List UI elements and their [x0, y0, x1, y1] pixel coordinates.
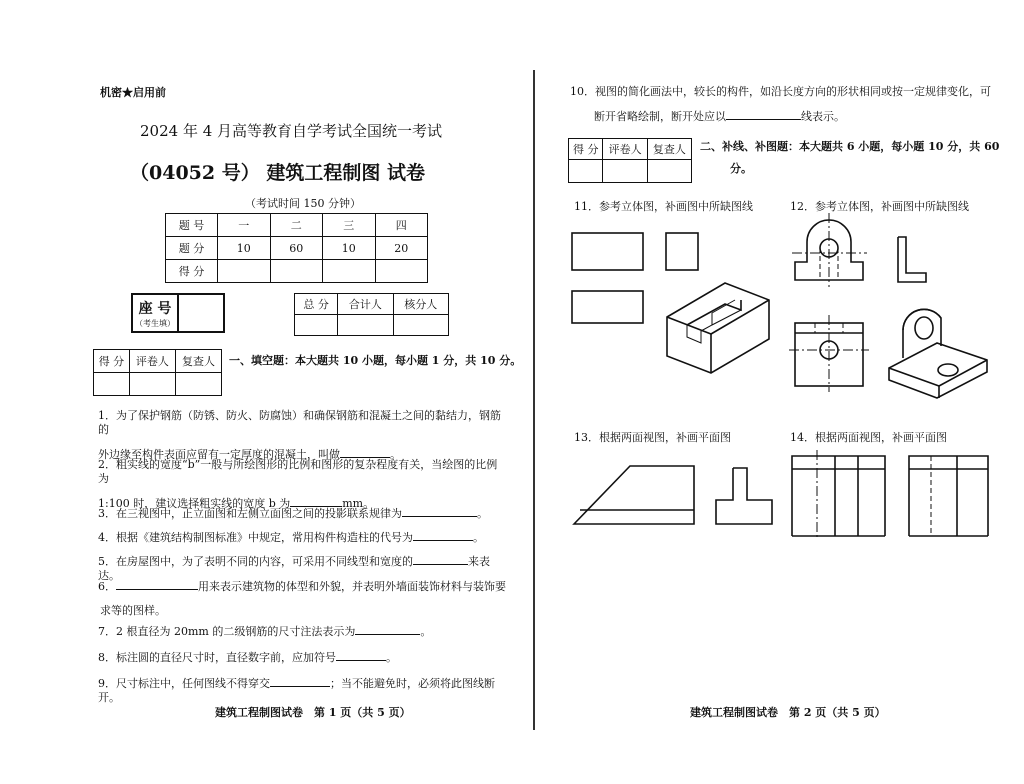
- totals-cell[interactable]: [338, 315, 393, 336]
- question-text: 。: [386, 651, 397, 664]
- question-text: 外边缘至构件表面应留有一定厚度的混凝土，叫做: [98, 448, 340, 461]
- question-text: 6．: [98, 580, 116, 593]
- question-text: 1:100 时，建议选择粗实线的宽度 b 为: [98, 497, 291, 510]
- question-text: 8．标注圆的直径尺寸时，直径数字前，应加符号: [98, 651, 336, 664]
- page-divider: [533, 70, 535, 730]
- question-text: 。: [473, 531, 484, 544]
- question-7: [98, 624, 508, 639]
- exam-title: 2024 年 4 月高等教育自学考试全国统一考试: [140, 122, 443, 140]
- totals-header: 总 分: [295, 294, 338, 315]
- answer-blank[interactable]: [402, 506, 477, 517]
- question-text: 9．尺寸标注中，任何图线不得穿交: [98, 677, 270, 690]
- grader-header: 得 分: [569, 139, 603, 160]
- question-text: 10．视图的简化画法中，较长的构件，如沿长度方向的形状相同或按一定规律变化，可: [570, 85, 991, 98]
- page-footer: 建筑工程制图试卷 第 1 页（共 5 页）: [215, 706, 411, 719]
- score-points: 20: [375, 237, 428, 260]
- grader-cell[interactable]: [175, 373, 221, 396]
- grader-header: 复查人: [175, 350, 221, 373]
- answer-blank[interactable]: [116, 579, 198, 590]
- grader-header: 得 分: [94, 350, 130, 373]
- score-cell[interactable]: [375, 260, 428, 283]
- question-9: [98, 676, 508, 705]
- score-row-label: 得 分: [166, 260, 218, 283]
- question-text: 用来表示建筑物的体型和外貌，并表明外墙面装饰材料与装饰要: [198, 580, 506, 593]
- question-8: [98, 650, 508, 665]
- question-14-drawing: [537, 0, 1024, 784]
- question-2: [98, 458, 508, 511]
- grader-cell[interactable]: [94, 373, 130, 396]
- answer-blank[interactable]: [355, 624, 420, 635]
- question-text: 来表达。: [98, 555, 490, 582]
- totals-cell[interactable]: [393, 315, 448, 336]
- question-1: [98, 409, 508, 462]
- grader-table-1: [93, 349, 222, 396]
- grader-header: 评卷人: [603, 139, 647, 160]
- page-footer: 建筑工程制图试卷 第 2 页（共 5 页）: [690, 706, 886, 719]
- paper-title: （04052 号） 建筑工程制图 试卷: [130, 162, 425, 184]
- section1-title: 一、填空题：本大题共 10 小题，每小题 1 分，共 10 分。: [229, 354, 522, 367]
- question-text: mm。: [342, 497, 375, 510]
- grader-cell[interactable]: [129, 373, 175, 396]
- question-text: 求等的图样。: [100, 604, 166, 617]
- question-text: 。: [477, 507, 488, 520]
- totals-cell[interactable]: [295, 315, 338, 336]
- grader-header: 复查人: [647, 139, 691, 160]
- grader-header: 评卷人: [129, 350, 175, 373]
- seat-number-field[interactable]: [178, 294, 224, 332]
- seat-label-cell: [132, 294, 178, 332]
- section2-title-line: 分。: [730, 162, 752, 175]
- question-text: 1．为了保护钢筋（防锈、防火、防腐蚀）和确保钢筋和混凝土之间的黏结力，钢筋的: [98, 409, 501, 436]
- question-text: 线表示。: [801, 110, 845, 123]
- score-header: 一: [218, 214, 271, 237]
- seat-table: [131, 293, 225, 333]
- right-page: [537, 0, 1024, 784]
- question-text: 断开省略绘制，断开处应以: [594, 110, 726, 123]
- answer-blank[interactable]: [270, 676, 330, 687]
- exam-time: （考试时间 150 分钟）: [245, 197, 361, 210]
- answer-blank[interactable]: [340, 447, 390, 458]
- score-row-label: 题 分: [166, 237, 218, 260]
- question-text: ；当不能避免时，必须将此图线断开。: [98, 677, 495, 704]
- totals-header: 合计人: [338, 294, 393, 315]
- score-cell[interactable]: [323, 260, 376, 283]
- question-text: 。: [420, 625, 432, 638]
- score-cell[interactable]: [218, 260, 271, 283]
- q14-front-view: [792, 450, 885, 540]
- question-3: [98, 506, 508, 521]
- answer-blank[interactable]: [413, 530, 473, 541]
- q14-side-view: [909, 456, 988, 536]
- totals-header: 核分人: [393, 294, 448, 315]
- totals-table: [294, 293, 449, 336]
- question-14-title: 14．根据两面视图，补画平面图: [790, 431, 947, 444]
- question-text: 2．粗实线的宽度“b”一般与所绘图形的比例和图形的复杂程度有关，当绘图的比例为: [98, 458, 498, 485]
- score-points: 60: [270, 237, 323, 260]
- question-11-title: 11．参考立体图，补画图中所缺图线: [574, 200, 753, 213]
- question-6: [98, 579, 508, 618]
- question-text: 7．2 根直径为 20mm 的二级钢筋的尺寸注法表示为: [98, 625, 356, 638]
- question-4: [98, 530, 508, 545]
- score-table: [165, 213, 428, 283]
- confidential-mark: 机密★启用前: [100, 86, 166, 99]
- score-row-label: 题 号: [166, 214, 218, 237]
- answer-blank[interactable]: [413, 554, 468, 565]
- section2-title-line: 二、补线、补图题：本大题共 6 小题，每小题 10 分，共 60: [700, 140, 1000, 153]
- question-text: 。: [390, 448, 401, 461]
- question-text: 5．在房屋图中，为了表明不同的内容，可采用不同线型和宽度的: [98, 555, 413, 568]
- score-points: 10: [218, 237, 271, 260]
- seat-note: （考生填）: [135, 318, 175, 328]
- question-text: 3．在三视图中，正立面图和左侧立面图之间的投影联系规律为: [98, 507, 402, 520]
- question-text: 4．根据《建筑结构制图标准》中规定，常用构件构造柱的代号为: [98, 531, 413, 544]
- score-header: 二: [270, 214, 323, 237]
- score-header: 三: [323, 214, 376, 237]
- seat-label: 座 号: [138, 300, 172, 317]
- score-cell[interactable]: [270, 260, 323, 283]
- question-12-title: 12．参考立体图，补画图中所缺图线: [790, 200, 969, 213]
- score-header: 四: [375, 214, 428, 237]
- answer-blank[interactable]: [336, 650, 386, 661]
- question-13-title: 13．根据两面视图，补画平面图: [574, 431, 731, 444]
- score-points: 10: [323, 237, 376, 260]
